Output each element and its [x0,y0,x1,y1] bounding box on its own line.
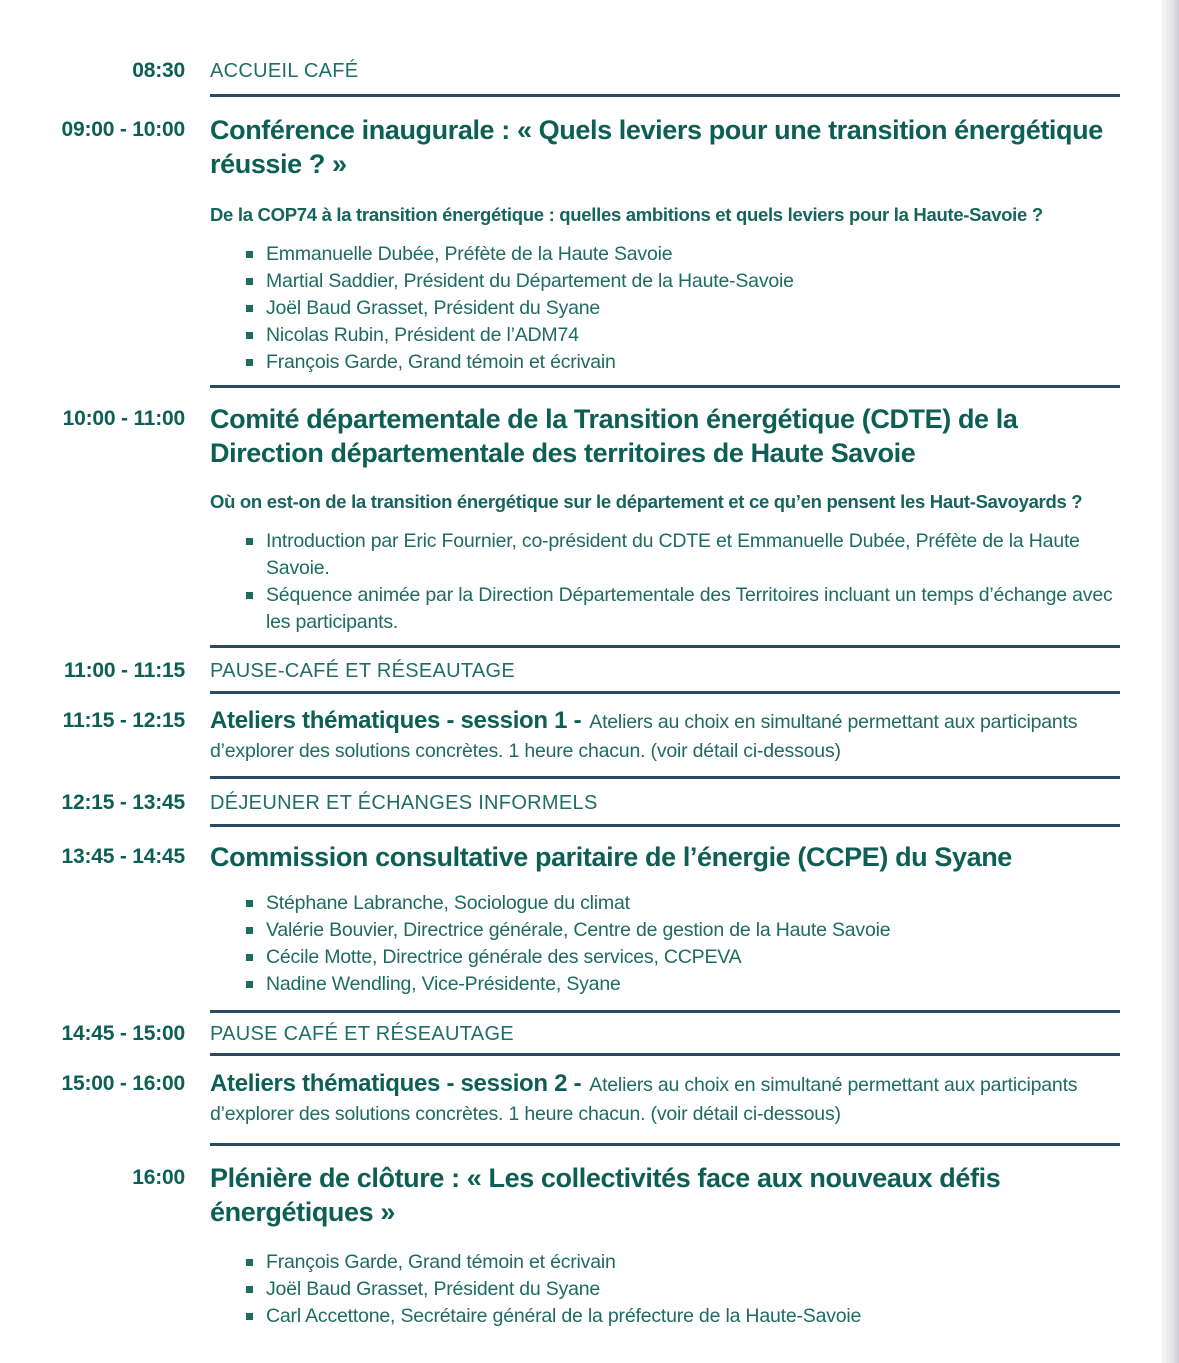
session-content [210,840,1120,1013]
time-range: 14:45 - 15:00 [61,1022,185,1045]
schedule-row [0,779,1179,827]
list-item [246,268,1120,295]
session-title: Ateliers thématiques - session 1 - [210,707,582,734]
square-bullet-icon [246,954,253,961]
schedule-row [0,1056,1179,1146]
speaker-list [210,890,1120,998]
list-item [246,1303,1120,1330]
square-bullet-icon [246,332,253,339]
list-item [246,1276,1120,1303]
time-range: 09:00 - 10:00 [61,118,185,141]
list-item-text: François Garde, Grand témoin et écrivain [266,351,616,373]
list-item-text: Séquence animée par la Direction Départementale des Territoires incluant un temps d’échange avec les participants. [266,584,1113,633]
session-label: PAUSE CAFÉ ET RÉSEAUTAGE [210,1023,514,1045]
schedule-row [0,648,1179,694]
session-subtitle: Où on est-on de la transition énergétique sur le département et ce qu’en pensent les Haut-Savoyards ? [210,491,1083,512]
list-item [246,295,1120,322]
schedule-row [0,1013,1179,1056]
list-item-text: Emmanuelle Dubée, Préfète de la Haute Savoie [266,243,673,265]
list-item-text: Nadine Wendling, Vice-Présidente, Syane [266,973,621,995]
square-bullet-icon [246,900,253,907]
session-content [210,58,1120,97]
session-description: Ateliers au choix en simultané permettant aux participants d’explorer des solutions concrètes. 1 heure chacun. (voir détail ci-dessous) [210,711,1078,762]
time-range: 12:15 - 13:45 [61,791,185,814]
list-item-text: Joël Baud Grasset, Président du Syane [266,1278,601,1300]
session-title: Ateliers thématiques - session 2 - [210,1070,582,1097]
page-edge [1162,0,1179,1363]
time-range: 10:00 - 11:00 [62,407,185,430]
speaker-list [210,241,1120,376]
session-label: DÉJEUNER ET ÉCHANGES INFORMELS [210,792,598,814]
session-content [210,1069,1120,1146]
list-item [246,528,1120,582]
session-content [210,1021,1120,1056]
list-item [246,241,1120,268]
list-item-text: Carl Accettone, Secrétaire général de la préfecture de la Haute-Savoie [266,1305,862,1327]
square-bullet-icon [246,592,253,599]
square-bullet-icon [246,538,253,545]
list-item-text: Stéphane Labranche, Sociologue du climat [266,892,630,914]
schedule-row [0,827,1179,1013]
session-title: Plénière de clôture : « Les collectivités face aux nouveaux défis énergétiques » [210,1163,1001,1227]
square-bullet-icon [246,1286,253,1293]
speaker-list [210,1249,1120,1330]
square-bullet-icon [246,359,253,366]
session-subtitle: De la COP74 à la transition énergétique : quelles ambitions et quels leviers pour la Haute-Savoie ? [210,204,1043,225]
list-item [246,917,1120,944]
schedule-row [0,97,1179,388]
time-range: 13:45 - 14:45 [61,845,185,868]
list-item [246,322,1120,349]
list-item-text: Nicolas Rubin, Président de l’ADM74 [266,324,579,346]
list-item [246,890,1120,917]
session-title: Commission consultative paritaire de l’énergie (CCPE) du Syane [210,842,1012,872]
session-title: Comité départementale de la Transition énergétique (CDTE) de la Direction départementale des territoires de Haute Savoie [210,404,1018,468]
session-title: Conférence inaugurale : « Quels leviers pour une transition énergétique réussie ? » [210,115,1103,179]
square-bullet-icon [246,1313,253,1320]
list-item [246,349,1120,376]
time-range: 16:00 [132,1166,185,1189]
square-bullet-icon [246,927,253,934]
session-label: PAUSE-CAFÉ ET RÉSEAUTAGE [210,660,516,682]
list-item-text: Martial Saddier, Président du Département de la Haute-Savoie [266,270,794,292]
list-item-text: Cécile Motte, Directrice générale des services, CCPEVA [266,946,742,968]
schedule-row [0,58,1179,97]
time-range: 11:00 - 11:15 [63,659,185,682]
session-content [210,790,1120,827]
list-item-text: Joël Baud Grasset, Président du Syane [266,297,601,319]
time-range: 11:15 - 12:15 [62,709,185,732]
time-range: 08:30 [132,59,185,82]
square-bullet-icon [246,1259,253,1266]
session-content [210,402,1120,648]
schedule-row [0,694,1179,779]
session-heading-line [210,706,1120,766]
schedule [0,58,1179,1330]
square-bullet-icon [246,305,253,312]
list-item-text: François Garde, Grand témoin et écrivain [266,1251,616,1273]
square-bullet-icon [246,981,253,988]
list-item-text: Valérie Bouvier, Directrice générale, Centre de gestion de la Haute Savoie [266,919,891,941]
speaker-list [210,528,1120,636]
schedule-row [0,1146,1179,1330]
list-item-text: Introduction par Eric Fournier, co-président du CDTE et Emmanuelle Dubée, Préfète de la Haute Savoie. [266,530,1080,579]
square-bullet-icon [246,251,253,258]
time-range: 15:00 - 16:00 [61,1072,185,1095]
list-item [246,971,1120,998]
session-content [210,706,1120,779]
session-content [210,658,1120,694]
list-item [246,944,1120,971]
session-content [210,113,1120,388]
session-label: ACCUEIL CAFÉ [210,60,359,82]
list-item [246,1249,1120,1276]
schedule-row [0,388,1179,648]
session-description: Ateliers au choix en simultané permettant aux participants d’explorer des solutions concrètes. 1 heure chacun. (voir détail ci-dessous) [210,1074,1078,1125]
session-content [210,1161,1120,1330]
session-heading-line [210,1069,1120,1129]
list-item [246,582,1120,636]
square-bullet-icon [246,278,253,285]
